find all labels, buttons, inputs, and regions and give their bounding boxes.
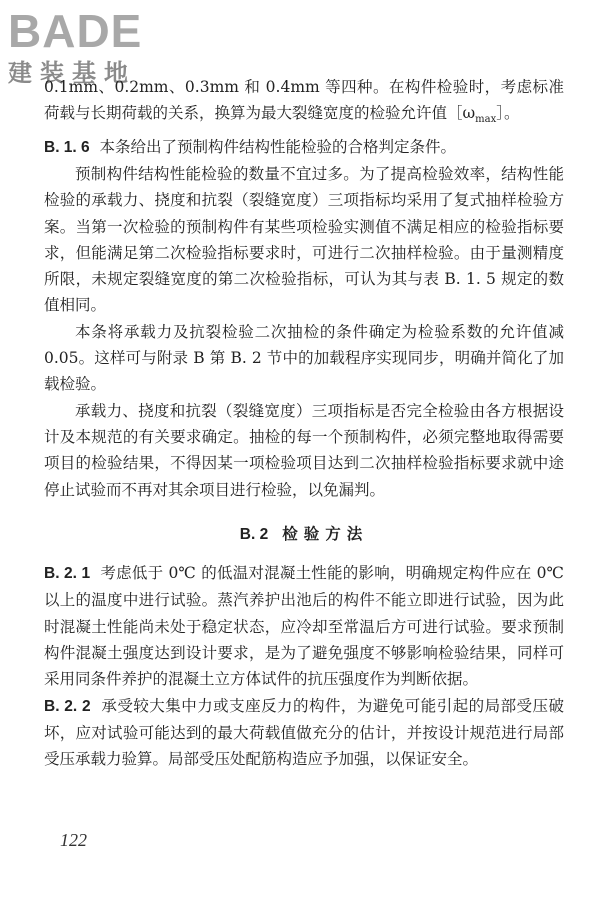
clause-ref: B. 1. 6 <box>44 138 90 156</box>
clause-b-2-1 <box>44 560 564 692</box>
logo-subtitle: 建装基地 <box>8 59 136 87</box>
clause-b-1-6 <box>44 134 564 161</box>
paragraph-1: 预制构件结构性能检验的数量不宜过多。为了提高检验效率，结构性能检验的承载力、挠度和抗裂（裂缝宽度）三项指标均采用了复式抽样检验方案。当第一次检验的预制构件有某些项检验实测值不满足相应的检验指标要求，但能满足第二次检验指标要求时，可进行二次抽样检验。由于量测精度所限，未规定裂缝宽度的第二次检验指标，可认为其与表 B. 1. 5 规定的数值相同。 <box>44 164 564 315</box>
clause-text: 考虑低于 0℃ 的低温对混凝土性能的影响，明确规定构件应在 0℃ 以上的温度中进行试验。蒸汽养护出池后的构件不能立即进行试验，因为此时混凝土性能尚未处于稳定状态，应冷却至常温后方可进行试验。要求预制构件混凝土强度达到设计要求，是为了避免强度不够影响检验结果，同样可采用同条件养护的混凝土立方体试件的抗压强度作为判断依据。 <box>44 564 564 689</box>
section-heading <box>44 521 564 548</box>
clause-ref: B. 2. 2 <box>44 697 91 715</box>
paragraph-3: 承载力、挠度和抗裂（裂缝宽度）三项指标是否完全检验由各方根据设计及本规范的有关要求确定。抽检的每一个预制构件，必须完整地取得需要项目的检验结果，不得因某一项检验项目达到二次抽样检验指标要求就中途停止试验而不再对其余项目进行检验，以免漏判。 <box>44 401 564 499</box>
clause-ref: B. 2. 1 <box>44 565 91 583</box>
paragraph-2: 本条将承载力及抗裂检验二次抽检的条件确定为检验系数的允许值减 0.05。这样可与附录 B 第 B. 2 节中的加载程序实现同步，明确并简化了加载检验。 <box>44 322 564 394</box>
logo-brand: BADE <box>8 5 143 57</box>
document-body <box>44 74 564 773</box>
clause-text: 本条给出了预制构件结构性能检验的合格判定条件。 <box>99 137 457 156</box>
clause-text: 承受较大集中力或支座反力的构件，为避免可能引起的局部受压破坏，应对试验可能达到的最大荷载值做充分的估计，并按设计规范进行局部受压承载力验算。局部受压处配筋构造应予加强，以保证安全。 <box>44 696 564 769</box>
intro-paragraph: 0.1mm、0.2mm、0.3mm 和 0.4mm 等四种。在构件检验时，考虑标准荷载与长期荷载的关系，换算为最大裂缝宽度的检验允许值$[\omega_{max}]$。 <box>44 78 564 126</box>
section-title: 检验方法 <box>282 523 369 543</box>
page-number: 122 <box>60 830 87 850</box>
intro-subscript: max <box>475 114 497 126</box>
clause-b-2-2 <box>44 693 564 773</box>
section-number: B. 2 <box>239 525 269 543</box>
